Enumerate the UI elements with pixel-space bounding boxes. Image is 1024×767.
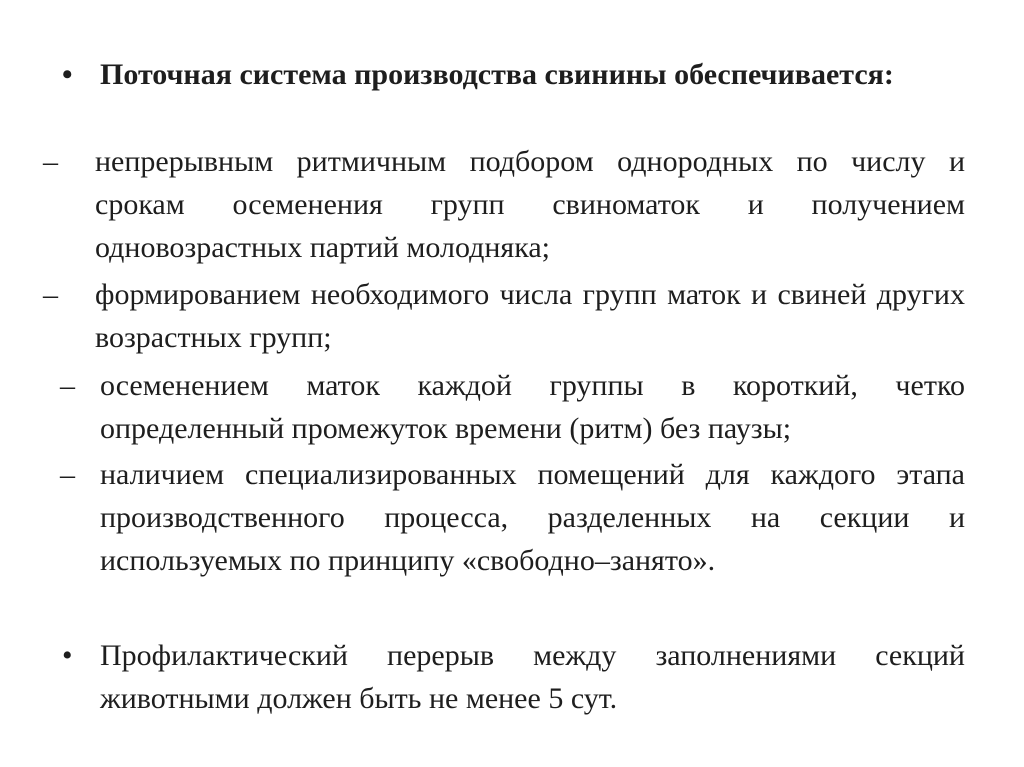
bullet-heading-text: Поточная система производства свинины обеспечивается: (100, 58, 894, 91)
bullet-heading (62, 53, 965, 96)
list-item (60, 453, 965, 582)
dash-marker: – (43, 278, 58, 311)
list-item (60, 364, 965, 450)
bullet-marker: • (62, 639, 73, 672)
list-item-text: наличием специализированных помещений для каждого этапа производственного процесса, разделенных на секции и используемых по принципу «свободно–занято». (100, 458, 965, 577)
list-item-text: осеменением маток каждой группы в короткий, четко определенный промежуток времени (ритм) без паузы; (100, 369, 965, 445)
dash-marker: – (60, 369, 75, 402)
dash-marker: – (43, 145, 58, 178)
list-item (43, 273, 965, 359)
dash-marker: – (60, 458, 75, 491)
bullet-marker: • (62, 58, 73, 91)
bullet-note-text: Профилактический перерыв между заполнениями секций животными должен быть не менее 5 сут. (100, 639, 965, 715)
list-item-text: формированием необходимого числа групп маток и свиней других возрастных групп; (95, 278, 965, 354)
bullet-note (62, 634, 965, 720)
list-item (43, 140, 965, 269)
list-item-text: непрерывным ритмичным подбором однородных по числу и срокам осеменения групп свиноматок и получением одновозрастных партий молодняка; (95, 145, 965, 264)
